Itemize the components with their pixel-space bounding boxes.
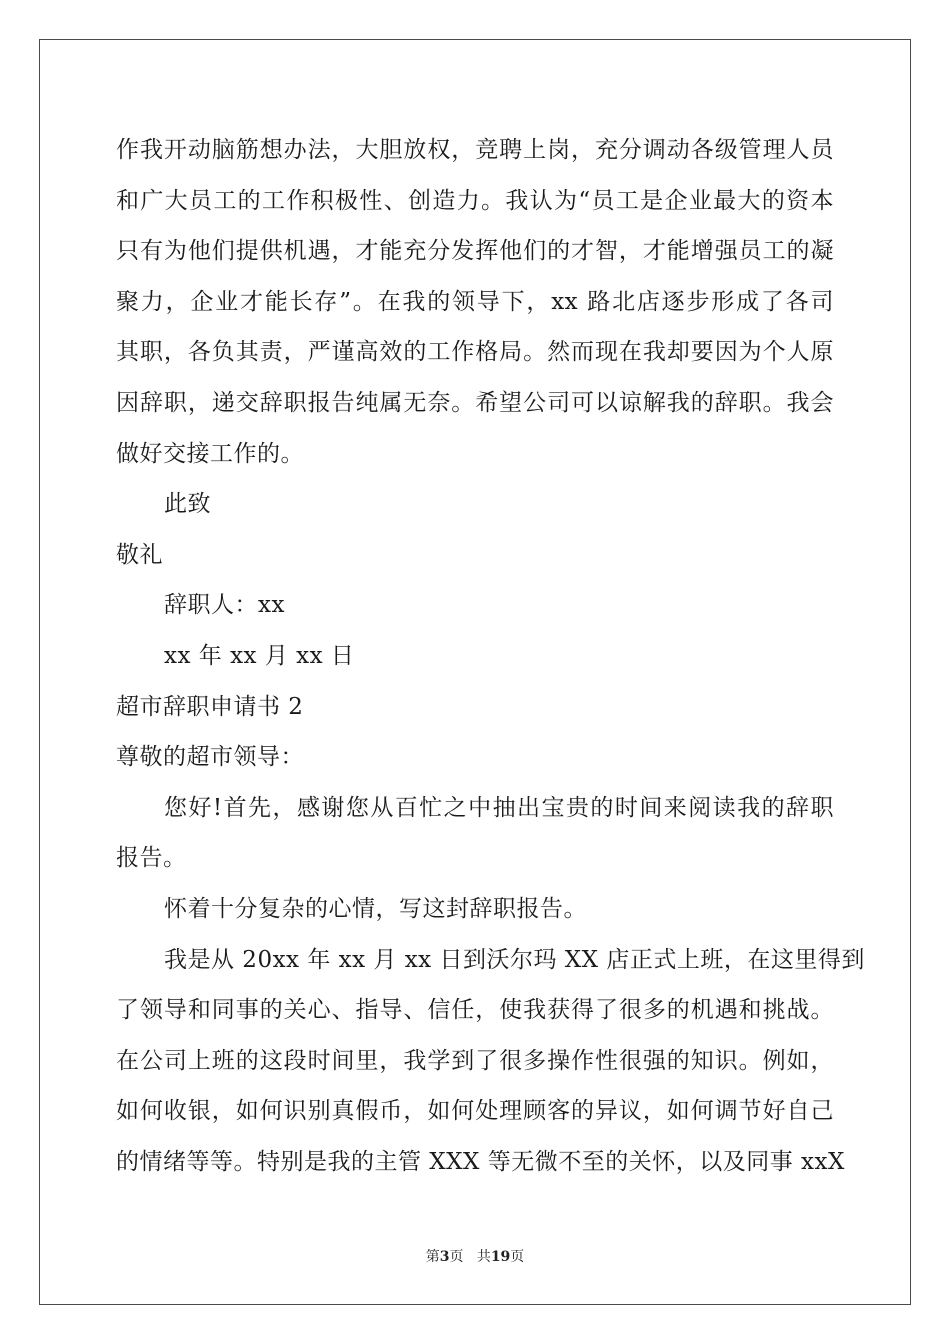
text-line: 和广大员工的工作积极性、创造力。我认为“员工是企业最大的资本 [116, 187, 834, 214]
document-body [116, 125, 865, 1187]
text-line: 敬礼 [116, 541, 163, 568]
page-prefix: 第 [425, 1249, 440, 1265]
text-line: 因辞职，递交辞职报告纯属无奈。希望公司可以谅解我的辞职。我会 [116, 389, 834, 416]
text-line: 怀着十分复杂的心情，写这封辞职报告。 [164, 895, 587, 922]
page-suffix: 页 [449, 1249, 464, 1265]
text-line: xx 年 xx 月 xx 日 [164, 642, 355, 669]
total-prefix: 共 [476, 1249, 491, 1265]
text-line: 了领导和同事的关心、指导、信任，使我获得了很多的机遇和挑战。 [116, 997, 834, 1024]
text-line: 的情绪等等。特别是我的主管 XXX 等无微不至的关怀，以及同事 xxX [116, 1148, 845, 1175]
text-line: 辞职人：xx [164, 592, 285, 619]
page-footer [0, 1246, 950, 1266]
page-number: 3 [439, 1249, 450, 1265]
text-line: 在公司上班的这段时间里，我学到了很多操作性很强的知识。例如， [116, 1047, 834, 1074]
text-line: 只有为他们提供机遇，才能充分发挥他们的才智，才能增强员工的凝 [116, 238, 834, 265]
text-line: 此致 [164, 491, 211, 518]
text-line: 做好交接工作的。 [116, 440, 304, 467]
text-line: 报告。 [116, 845, 187, 872]
text-line: 我是从 20xx 年 xx 月 xx 日到沃尔玛 XX 店正式上班，在这里得到 [164, 946, 865, 973]
text-line: 尊敬的超市领导： [116, 744, 304, 771]
total-pages: 19 [490, 1249, 511, 1265]
text-line: 您好!首先，感谢您从百忙之中抽出宝贵的时间来阅读我的辞职 [164, 794, 834, 821]
text-line: 其职，各负其责，严谨高效的工作格局。然而现在我却要因为个人原 [116, 339, 834, 366]
text-line: 超市辞职申请书 2 [116, 693, 304, 720]
text-line: 作我开动脑筋想办法，大胆放权，竞聘上岗，充分调动各级管理人员 [116, 137, 834, 163]
text-line: 如何收银，如何识别真假币，如何处理顾客的异议，如何调节好自己 [116, 1098, 834, 1125]
text-line: 聚力，企业才能长存”。在我的领导下，xx 路北店逐步形成了各司 [116, 288, 834, 315]
total-suffix: 页 [510, 1249, 525, 1265]
